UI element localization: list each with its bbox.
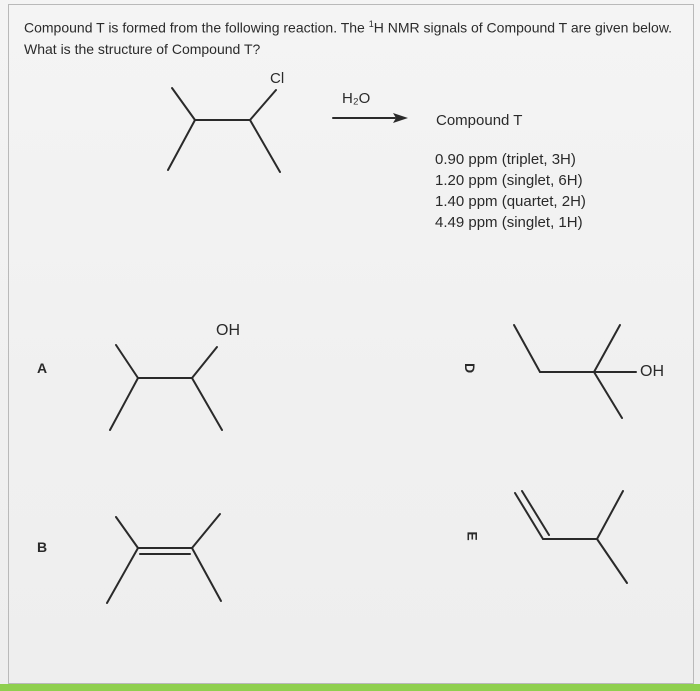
reactant-structure xyxy=(168,88,280,172)
bottom-accent-strip xyxy=(0,684,700,691)
nmr-signal: 0.90 ppm (triplet, 3H) xyxy=(435,151,576,168)
option-e-structure xyxy=(515,491,627,583)
option-d-oh-label: OH xyxy=(640,363,664,380)
product-label: Compound T xyxy=(436,112,523,129)
question-text-part1: Compound T is formed from the following reaction. The xyxy=(24,19,369,36)
isotope-superscript: 1 xyxy=(368,19,374,29)
option-a-oh-label: OH xyxy=(216,322,240,339)
option-b-structure xyxy=(107,514,221,603)
option-d-letter: D xyxy=(462,362,479,374)
nmr-signal: 4.49 ppm (singlet, 1H) xyxy=(435,214,583,231)
option-b-letter: B xyxy=(37,539,48,555)
reaction-arrow xyxy=(333,113,408,123)
option-d-structure xyxy=(514,325,636,418)
option-a-letter: A xyxy=(37,360,48,376)
option-a-structure xyxy=(110,345,222,430)
question-text-part2: H NMR signals of Compound T are given below. What is the structure of Compound T? xyxy=(24,19,673,57)
nmr-signal: 1.20 ppm (singlet, 6H) xyxy=(435,172,583,189)
nmr-signal: 1.40 ppm (quartet, 2H) xyxy=(435,193,586,210)
chlorine-label: Cl xyxy=(270,70,285,87)
option-e-letter: E xyxy=(464,531,481,541)
reagent-label: H₂O xyxy=(342,90,371,107)
